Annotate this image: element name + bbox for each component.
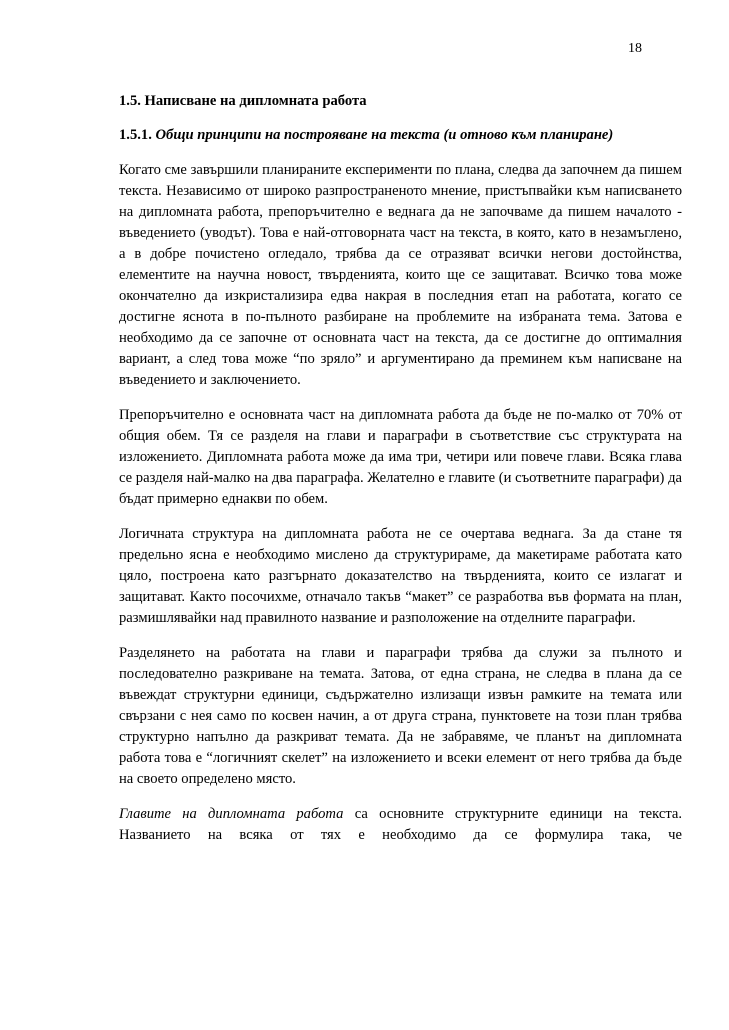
section-title: 1.5. Написване на дипломната работа [119,93,367,109]
chapters-italic-term: Главите на дипломната работа [119,806,344,822]
paragraph-logical-structure: Логичната структура на дипломната работа не се очертава веднага. За да стане тя предельно ясна е необходимо мислено да структурираме, да макетираме работата като цяло, построена като разгърнато доказателство на твърденията, които се излагат и защитават. Както посочихме, отначало такъв “макет” се разработва във формата на план, размишлявайки над правилното название и разположение на отделните параграфи. [119,526,682,626]
subsection-heading-text: Общи принципи на построяване на текста (и отново към планиране) [155,127,614,143]
paragraph-chapters [119,804,682,846]
page-content [119,91,682,846]
subsection-number: 1.5.1. [119,127,152,143]
paragraph-chapter-division: Разделянето на работата на глави и параграфи трябва да служи за пълното и последователно разкриване на темата. Затова, от една страна, не следва в плана да се въвеждат структурни единици, съдържателно излизащи извън рамките на темата или свързани с нея само по косвен начин, а от друга страна, пунктовете на този план трябва структурно напълно да разкриват темата. Да не забравяме, че планът на дипломната работа това е “логичният скелет” на изложението и всеки елемент от него трябва да бъде на своето определено място. [119,645,682,787]
chapters-text: са основните структурните единици на текста. Названието на всяка от тях е необходимо да се формулира така, че [119,806,683,843]
page-number: 18 [628,41,642,56]
paragraph-intro-writing: Когато сме завършили планираните експерименти по плана, следва да започнем да пишем текста. Независимо от широко разпространеното мнение, пристъпвайки към написването на дипломната работа, препоръчително е веднага да не започваме да пишем началото - въведението (уводът). Това е най-отговорната част на текста, в която, като в незамъглено, а в добре почистено огледало, трябва да се отразяват всички негови достойнства, елементите на научна новост, твърденията, които ще се защитават. Всичко това може окончателно да изкристализира едва накрая в последния етап на работата, когато се достигне яснота в по-пълното разбиране на проблемите на избраната тема. Затова е необходимо да се започне от основната част на текста, да се достигне до оптималния вариант, а след това може “по зряло” и аргументирано да преминем към написване на въведението и заключението. [119,162,682,388]
paragraph-main-part-volume: Препоръчително е основната част на дипломната работа да бъде не по-малко от 70% от общия обем. Тя се разделя на глави и параграфи в съответствие със структурата на изложението. Дипломната работа може да има три, четири или повече глави. Всяка глава се разделя най-малко на два параграфа. Желателно е главите (и съответните параграфи) да бъдат примерно еднакви по обем. [119,407,682,507]
subsection-title [119,125,682,146]
